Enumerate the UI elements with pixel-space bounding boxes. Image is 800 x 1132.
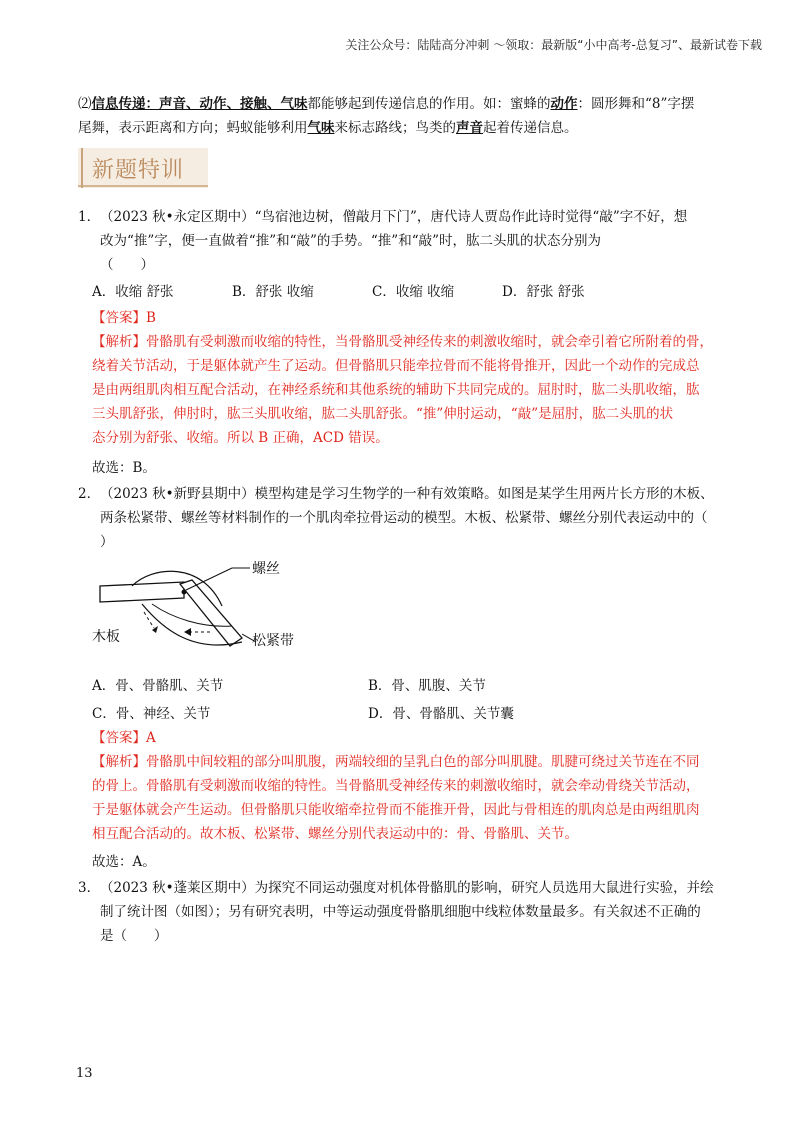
analysis-line: 是由两组肌肉相互配合活动，在神经系统和其他系统的辅助下共同完成的。屈肘时，肱二头肌收缩，肱 [92,382,700,398]
intro-text: ：圆形舞和“8”字摆 [577,96,695,112]
question-2-conclusion: 故选：A。 [92,854,156,870]
question-text: 改为“推”字，便一直做着“推”和“敲”的手势。“推”和“敲”时，肱二头肌的状态分别为 [100,233,602,249]
intro-text: 来标志路线；鸟类的 [334,120,456,136]
question-2-stem-line [78,482,740,506]
question-3-stem-line [78,876,740,900]
question-1-stem-line [78,205,740,229]
question-number: 1． [78,209,101,225]
analysis-line: 相互配合活动的。故木板、松紧带、螺丝分别代表运动中的：骨、骨骼肌、关节。 [92,826,578,842]
question-2-answer [92,726,742,846]
answer-label: 【答案】B [92,310,156,326]
intro-bold-term: 声音 [456,120,483,136]
question-text: （2023 秋•新野县期中）模型构建是学习生物学的一种有效策略。如图是某学生用两片长方形的木板、 [100,486,714,502]
question-1 [78,205,740,277]
intro-text: 都能够起到传递信息的作用。如：蜜蜂的 [307,96,551,112]
analysis-line: 【解析】骨骼肌中间较粗的部分叫肌腹，两端较细的呈乳白色的部分叫肌腱。肌腱可绕过关节连在不同 [92,754,700,770]
page-number: 13 [76,1066,93,1081]
question-text: （2023 秋•永定区期中）“鸟宿池边树，僧敲月下门”，唐代诗人贾岛作此诗时觉得“敲”字不好，想 [100,209,688,225]
intro-line-1 [78,92,738,116]
section-title: 新题特训 [92,158,185,183]
question-text: ） [100,534,114,550]
option-a[interactable]: A．骨、骨骼肌、关节 [92,678,224,694]
motion-arrow-curve [144,612,154,628]
screw-dot [182,590,187,595]
page-header: 关注公众号：陆陆高分冲刺 ～领取：最新版“小中高考-总复习”、最新试卷下载 [345,38,762,52]
question-2-options [92,674,742,726]
figure-label-screw: 螺丝 [252,561,280,577]
option-d[interactable]: D．骨、骨骼肌、关节囊 [368,706,514,722]
question-text: 两条松紧带、螺丝等材料制作的一个肌肉牵拉骨运动的模型。木板、松紧带、螺丝分别代表运动中的（ [100,510,708,526]
intro-marker: ⑵ [78,96,92,112]
option-d[interactable]: D．舒张 舒张 [502,284,585,300]
question-text: 是（ ） [100,928,168,944]
analysis-line: 绕着关节活动，于是躯体就产生了运动。但骨骼肌只能牵拉骨而不能将骨推开，因此一个动作的完成总 [92,358,700,374]
intro-bold-term: 动作 [550,96,578,112]
question-2 [78,482,740,554]
option-b[interactable]: B．舒张 收缩 [232,284,314,300]
board-upper [100,582,184,602]
option-a[interactable]: A．收缩 舒张 [92,284,174,300]
intro-bold-term: 气味 [307,120,335,136]
figure-label-board: 木板 [92,629,120,645]
analysis-line: 态分别为舒张、收缩。所以 B 正确，ACD 错误。 [92,430,389,446]
question-text: 制了统计图（如图）；另有研究表明，中等运动强度骨骼肌细胞中线粒体数量最多。有关叙述不正确的 [100,904,701,920]
intro-line-2 [78,116,738,140]
figure-label-band: 松紧带 [252,633,294,649]
option-c[interactable]: C．收缩 收缩 [372,284,455,300]
question-number: 2． [78,486,101,502]
question-1-conclusion: 故选：B。 [92,460,156,476]
question-number: 3． [78,880,101,896]
question-1-answer [92,306,742,450]
board-lower [180,580,242,646]
muscle-model-figure [92,556,332,666]
option-b[interactable]: B．骨、肌腹、关节 [368,678,486,694]
motion-arrowhead-left [184,628,191,636]
question-3 [78,876,740,948]
intro-bold-term: 声音、动作、接触、气味 [159,96,308,112]
analysis-line: 【解析】骨骼肌有受刺激而收缩的特性，当骨骼肌受神经传来的刺激收缩时，就会牵引着它所附着的骨， [92,334,713,350]
intro-paragraph [78,92,738,140]
question-text: （2023 秋•蓬莱区期中）为探究不同运动强度对机体骨骼肌的影响，研究人员选用大鼠进行实验，并绘 [100,880,714,896]
analysis-line: 于是躯体就会产生运动。但骨骼肌只能收缩牵拉骨而不能推开骨，因此与骨相连的肌肉总是由两组肌肉 [92,802,700,818]
answer-label: 【答案】A [92,730,156,746]
intro-text: 尾舞，表示距离和方向；蚂蚁能够利用 [78,120,308,136]
question-text: （ ） [100,257,154,273]
option-c[interactable]: C．骨、神经、关节 [92,706,211,722]
motion-arrowhead [152,626,158,633]
intro-bold-term: 信息传递： [91,96,159,112]
intro-text: 起着传递信息。 [483,120,578,136]
analysis-line: 三头肌舒张，伸肘时，肱三头肌收缩，肱二头肌舒张。“推”伸肘运动，“敲”是屈肘，肱二头肌的状 [92,406,674,422]
analysis-line: 的骨上。骨骼肌有受刺激而收缩的特性。当骨骼肌受神经传来的刺激收缩时，就会牵动骨绕关节活动， [92,778,700,794]
